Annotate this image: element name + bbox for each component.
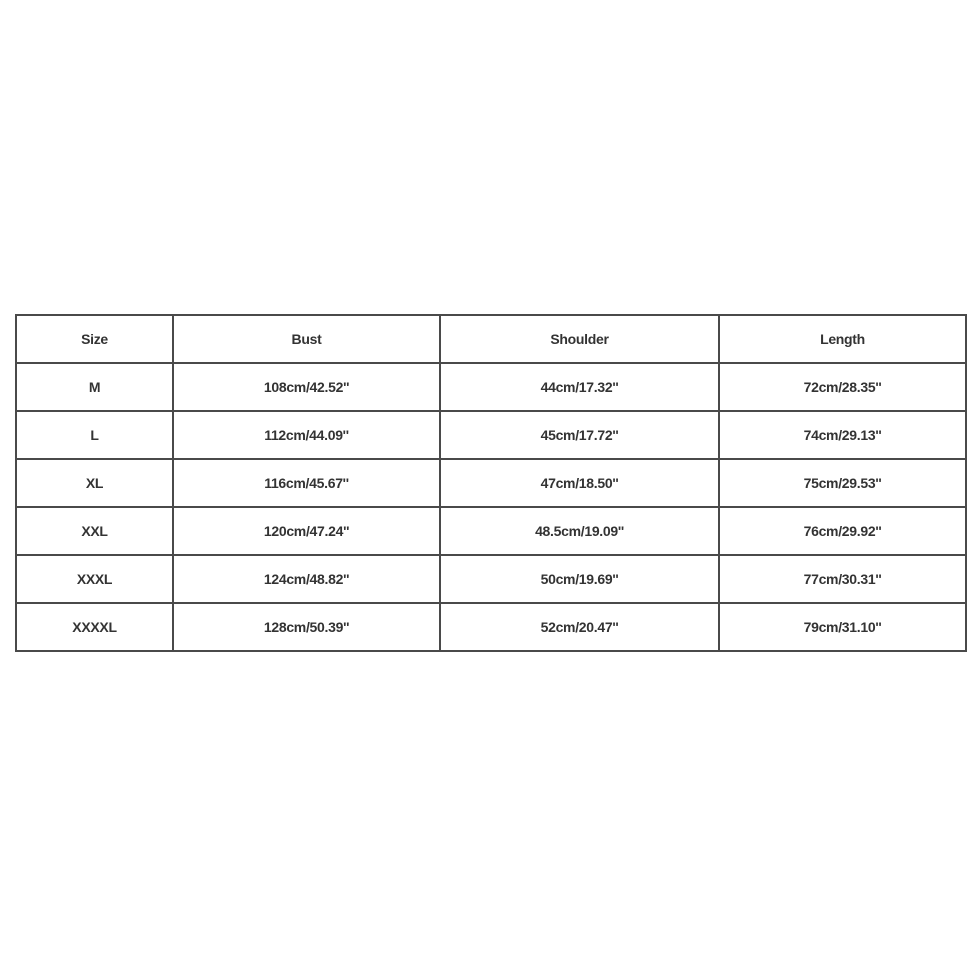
table-row: [16, 459, 966, 507]
cell-shoulder: 50cm/19.69'': [440, 555, 719, 603]
size-chart-table: [15, 314, 967, 652]
cell-length: 77cm/30.31'': [719, 555, 966, 603]
table-body: [16, 363, 966, 651]
table-row: [16, 363, 966, 411]
table-row: [16, 555, 966, 603]
cell-size: XXXL: [16, 555, 173, 603]
cell-bust: 120cm/47.24'': [173, 507, 440, 555]
cell-shoulder: 47cm/18.50'': [440, 459, 719, 507]
cell-size: L: [16, 411, 173, 459]
table-header: [16, 315, 966, 363]
cell-length: 72cm/28.35'': [719, 363, 966, 411]
cell-length: 74cm/29.13'': [719, 411, 966, 459]
cell-size: XL: [16, 459, 173, 507]
header-bust: Bust: [173, 315, 440, 363]
cell-shoulder: 52cm/20.47'': [440, 603, 719, 651]
cell-size: XXXXL: [16, 603, 173, 651]
cell-shoulder: 48.5cm/19.09'': [440, 507, 719, 555]
cell-shoulder: 44cm/17.32'': [440, 363, 719, 411]
cell-bust: 124cm/48.82'': [173, 555, 440, 603]
header-size: Size: [16, 315, 173, 363]
table-row: [16, 603, 966, 651]
cell-size: M: [16, 363, 173, 411]
header-length: Length: [719, 315, 966, 363]
table-row: [16, 411, 966, 459]
cell-bust: 116cm/45.67'': [173, 459, 440, 507]
cell-length: 79cm/31.10'': [719, 603, 966, 651]
cell-bust: 128cm/50.39'': [173, 603, 440, 651]
header-shoulder: Shoulder: [440, 315, 719, 363]
header-row: [16, 315, 966, 363]
cell-shoulder: 45cm/17.72'': [440, 411, 719, 459]
cell-length: 75cm/29.53'': [719, 459, 966, 507]
table-row: [16, 507, 966, 555]
cell-size: XXL: [16, 507, 173, 555]
cell-length: 76cm/29.92'': [719, 507, 966, 555]
cell-bust: 108cm/42.52'': [173, 363, 440, 411]
cell-bust: 112cm/44.09'': [173, 411, 440, 459]
